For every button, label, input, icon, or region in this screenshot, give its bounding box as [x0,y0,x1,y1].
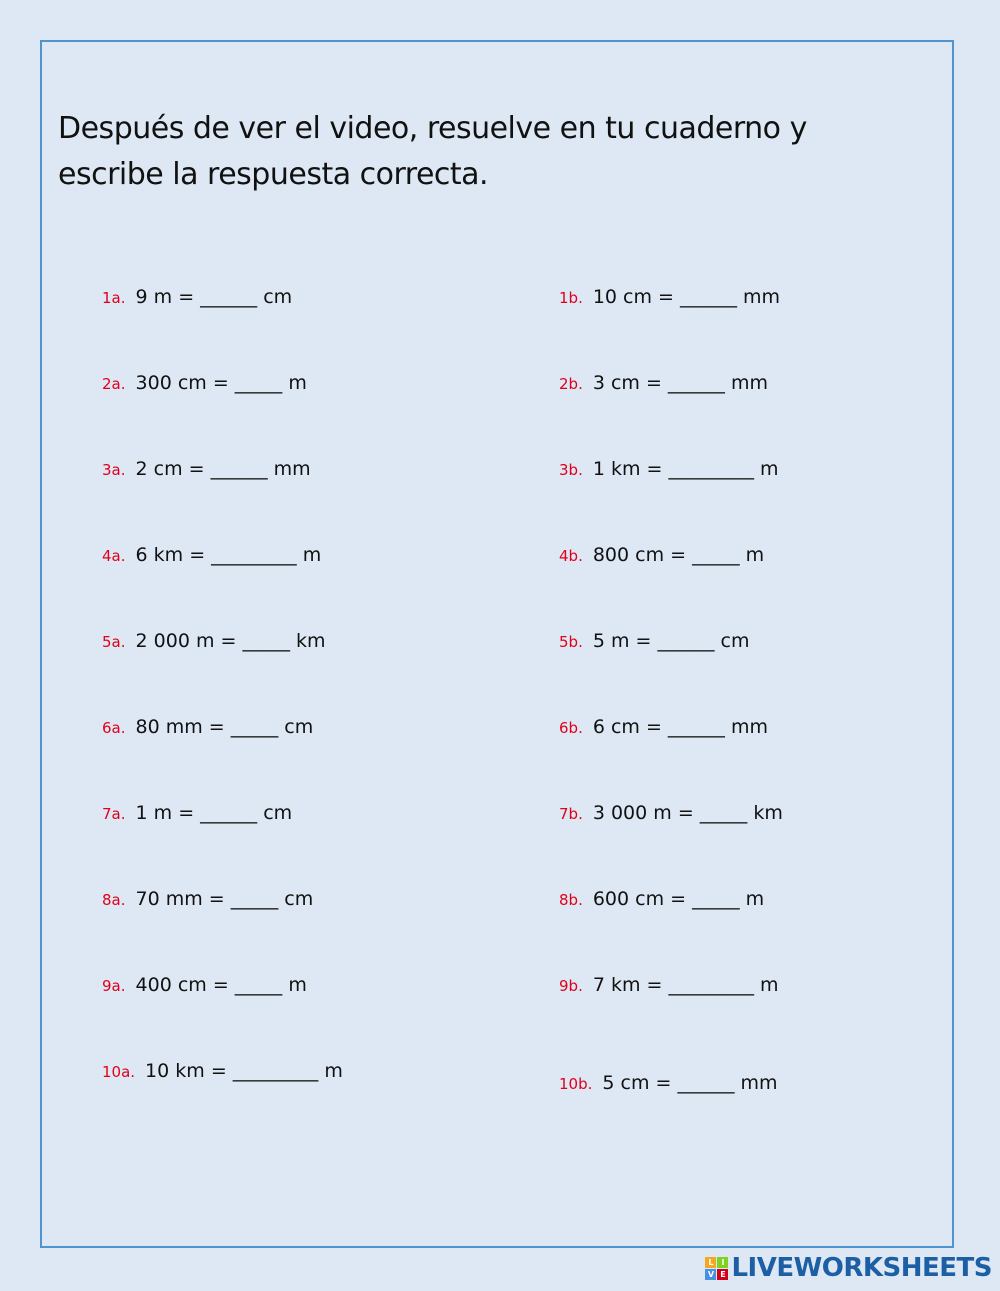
exercise-text: 80 mm = _____ cm [135,716,314,738]
exercise-number: 8a. [102,891,126,909]
exercise-8b [559,888,764,910]
logo-mark-letter: L [705,1257,716,1268]
exercise-number: 7b. [559,805,583,823]
exercise-2a [102,372,307,394]
exercise-7b [559,802,783,824]
exercise-text: 10 km = _________ m [145,1060,343,1082]
exercise-number: 1b. [559,289,583,307]
exercise-text: 3 cm = ______ mm [592,372,768,394]
exercise-number: 9a. [102,977,126,995]
exercise-text: 5 cm = ______ mm [602,1072,778,1094]
exercise-number: 6b. [559,719,583,737]
exercise-3b [559,458,779,480]
logo-mark-letter: E [717,1269,728,1280]
exercise-text: 1 m = ______ cm [135,802,293,824]
exercise-5b [559,630,749,652]
exercise-1b [559,286,780,308]
exercise-4a [102,544,321,566]
exercise-5a [102,630,326,652]
liveworksheets-logo[interactable] [705,1253,992,1283]
exercise-text: 3 000 m = _____ km [592,802,783,824]
exercise-9a [102,974,307,996]
exercise-number: 3b. [559,461,583,479]
exercise-10a [102,1060,343,1082]
exercise-text: 7 km = _________ m [592,974,779,996]
instructions-text: Después de ver el video, resuelve en tu cuaderno y escribe la respuesta correcta. [58,111,807,192]
exercise-text: 2 cm = ______ mm [135,458,311,480]
exercise-number: 4a. [102,547,126,565]
liveworksheets-logo-text: LIVEWORKSHEETS [731,1253,992,1283]
exercise-text: 800 cm = _____ m [592,544,765,566]
exercise-text: 6 km = _________ m [135,544,322,566]
logo-mark-letter: I [717,1257,728,1268]
exercise-number: 2b. [559,375,583,393]
exercise-text: 10 cm = ______ mm [592,286,781,308]
exercise-6b [559,716,768,738]
exercise-text: 300 cm = _____ m [135,372,307,394]
exercise-text: 70 mm = _____ cm [135,888,314,910]
exercise-number: 5a. [102,633,126,651]
exercise-4b [559,544,764,566]
logo-mark-letter: V [705,1269,716,1280]
exercise-number: 5b. [559,633,583,651]
liveworksheets-logo-icon [705,1257,728,1280]
exercise-number: 3a. [102,461,126,479]
exercise-7a [102,802,292,824]
exercise-number: 6a. [102,719,126,737]
exercise-text: 400 cm = _____ m [135,974,307,996]
exercise-text: 2 000 m = _____ km [135,630,326,652]
exercise-text: 1 km = _________ m [592,458,779,480]
exercise-3a [102,458,311,480]
exercise-number: 2a. [102,375,126,393]
exercise-text: 9 m = ______ cm [135,286,293,308]
exercise-number: 1a. [102,289,126,307]
exercise-2b [559,372,768,394]
exercise-number: 10b. [559,1075,593,1093]
exercise-text: 6 cm = ______ mm [592,716,768,738]
exercise-text: 600 cm = _____ m [592,888,765,910]
exercise-number: 10a. [102,1063,136,1081]
exercise-number: 4b. [559,547,583,565]
exercise-9b [559,974,779,996]
exercise-8a [102,888,313,910]
exercise-1a [102,286,292,308]
exercise-6a [102,716,313,738]
exercise-number: 9b. [559,977,583,995]
exercise-number: 8b. [559,891,583,909]
exercise-10b [559,1072,778,1094]
exercise-number: 7a. [102,805,126,823]
exercise-text: 5 m = ______ cm [592,630,750,652]
